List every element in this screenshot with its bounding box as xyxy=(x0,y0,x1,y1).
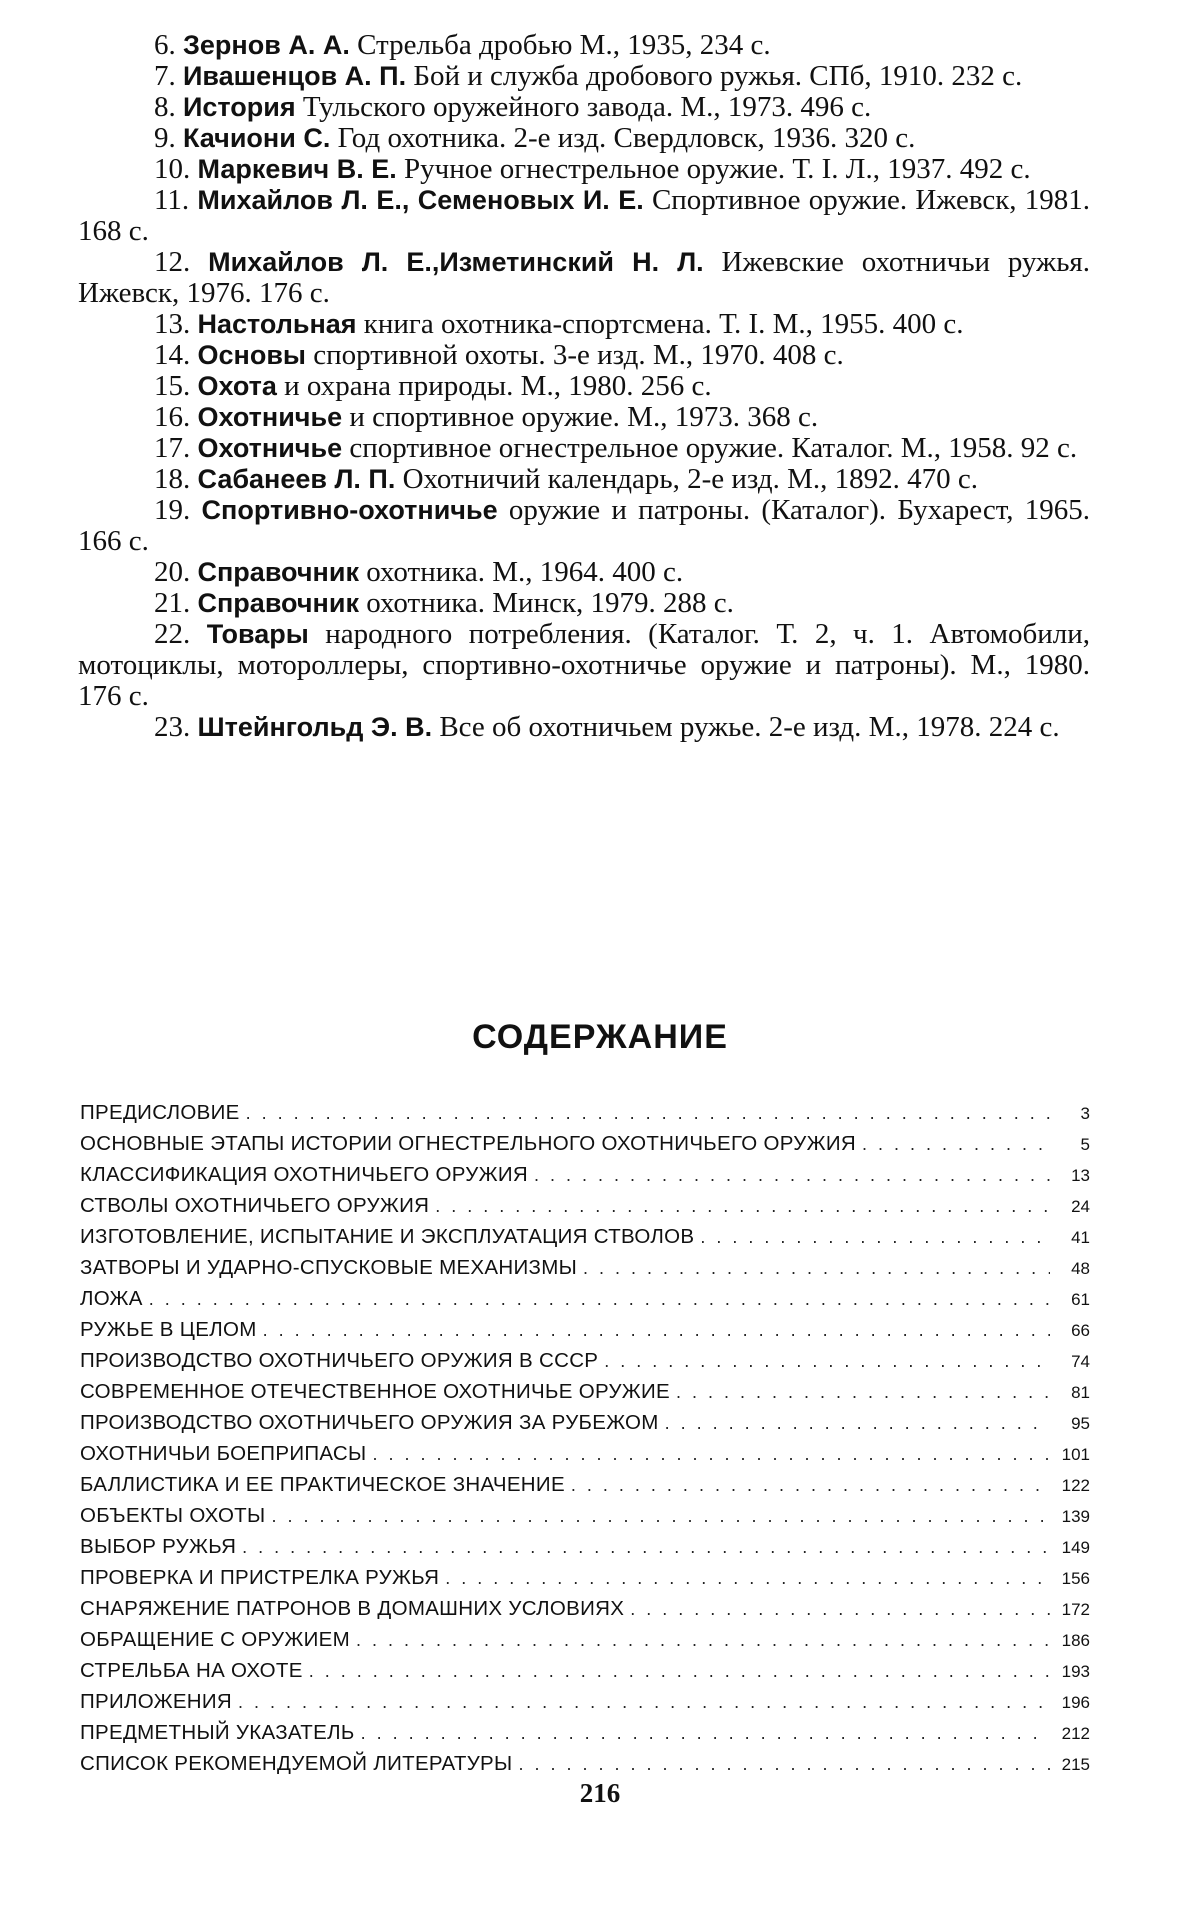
toc-row xyxy=(80,1128,1090,1159)
toc-leader-dots xyxy=(309,1656,1050,1687)
reference-entry xyxy=(78,402,1090,433)
toc-page-number: 156 xyxy=(1061,1569,1090,1588)
reference-author: Товары xyxy=(206,619,309,649)
toc-title: ПРОВЕРКА И ПРИСТРЕЛКА РУЖЬЯ xyxy=(80,1566,440,1589)
toc-row xyxy=(80,1345,1090,1376)
reference-entry xyxy=(78,557,1090,588)
reference-entry xyxy=(78,340,1090,371)
toc-row xyxy=(80,1624,1090,1655)
reference-number: 13. xyxy=(154,308,191,340)
toc-page-number: 5 xyxy=(1080,1135,1090,1154)
reference-entry xyxy=(78,92,1090,123)
toc-leader-dots xyxy=(665,1408,1050,1439)
reference-text: спортивной охоты. 3-е изд. М., 1970. 408 с. xyxy=(313,339,844,371)
toc-page-number: 48 xyxy=(1071,1259,1090,1278)
toc-row xyxy=(80,1159,1090,1190)
reference-author: Михайлов Л. Е., Семеновых И. Е. xyxy=(197,185,644,215)
reference-text: Год охотника. 2-е изд. Свердловск, 1936. 320 с. xyxy=(337,122,916,154)
toc-row xyxy=(80,1593,1090,1624)
toc-page-number: 24 xyxy=(1071,1197,1090,1216)
toc-row xyxy=(80,1562,1090,1593)
reference-text: спортивное огнестрельное оружие. Каталог. М., 1958. 92 с. xyxy=(349,432,1078,464)
toc-leader-dots xyxy=(372,1439,1050,1470)
reference-number: 11. xyxy=(154,184,190,216)
reference-entry xyxy=(78,588,1090,619)
reference-text: Ижевские охотничьи ружья. Ижевск, 1976. 176 с. xyxy=(78,246,1091,309)
toc-title: ОСНОВНЫЕ ЭТАПЫ ИСТОРИИ ОГНЕСТРЕЛЬНОГО ОХОТНИЧЬЕГО ОРУЖИЯ xyxy=(80,1132,856,1155)
toc-title: ПРИЛОЖЕНИЯ xyxy=(80,1690,233,1713)
reference-author: Ивашенцов А. П. xyxy=(183,61,407,91)
reference-author: Охотничье xyxy=(197,402,343,432)
toc-row xyxy=(80,1438,1090,1469)
page-number: 216 xyxy=(579,1778,621,1808)
toc-title: ПРОИЗВОДСТВО ОХОТНИЧЬЕГО ОРУЖИЯ ЗА РУБЕЖОМ xyxy=(80,1411,659,1434)
reference-author: Охота xyxy=(197,371,277,401)
toc-leader-dots xyxy=(676,1377,1050,1408)
contents-heading: СОДЕРЖАНИЕ xyxy=(472,1018,728,1056)
reference-author: Качиони С. xyxy=(183,123,331,153)
toc-page-number: 196 xyxy=(1061,1693,1090,1712)
reference-number: 23. xyxy=(154,711,191,743)
reference-entry xyxy=(78,464,1090,495)
toc-title: ОХОТНИЧЬИ БОЕПРИПАСЫ xyxy=(80,1442,367,1465)
toc-leader-dots xyxy=(271,1501,1050,1532)
reference-text: народного потребления. (Каталог. Т. 2, ч. 1. Автомобили, мотоциклы, мотороллеры, спортивно-охотничье оружие и патроны). М., 1980. 176 с. xyxy=(78,618,1091,712)
toc-title: СТВОЛЫ ОХОТНИЧЬЕГО ОРУЖИЯ xyxy=(80,1194,430,1217)
toc-leader-dots xyxy=(242,1532,1050,1563)
reference-text: охотника. М., 1964. 400 с. xyxy=(366,556,684,588)
toc-page-number: 81 xyxy=(1071,1383,1090,1402)
toc-page-number: 66 xyxy=(1071,1321,1090,1340)
toc-page-number: 101 xyxy=(1061,1445,1090,1464)
reference-entry xyxy=(78,30,1090,61)
toc-leader-dots xyxy=(518,1749,1050,1780)
reference-number: 6. xyxy=(154,29,176,61)
toc-leader-dots xyxy=(435,1191,1050,1222)
reference-number: 17. xyxy=(154,432,191,464)
reference-author: Основы xyxy=(197,340,306,370)
reference-number: 22. xyxy=(154,618,191,650)
toc-title: СНАРЯЖЕНИЕ ПАТРОНОВ В ДОМАШНИХ УСЛОВИЯХ xyxy=(80,1597,625,1620)
toc-leader-dots xyxy=(356,1625,1050,1656)
toc-title: СПИСОК РЕКОМЕНДУЕМОЙ ЛИТЕРАТУРЫ xyxy=(80,1752,513,1775)
toc-page-number: 13 xyxy=(1071,1166,1090,1185)
reference-author: Спортивно-охотничье xyxy=(201,495,498,525)
reference-entry xyxy=(78,712,1090,743)
toc-row xyxy=(80,1686,1090,1717)
reference-text: и охрана природы. М., 1980. 256 с. xyxy=(284,370,712,402)
toc-leader-dots xyxy=(246,1098,1050,1129)
toc-leader-dots xyxy=(149,1284,1050,1315)
toc-title: ОБЪЕКТЫ ОХОТЫ xyxy=(80,1504,266,1527)
toc-title: ОБРАЩЕНИЕ С ОРУЖИЕМ xyxy=(80,1628,350,1651)
reference-text: Бой и служба дробового ружья. СПб, 1910. 232 с. xyxy=(413,60,1023,92)
reference-author: Охотничье xyxy=(197,433,343,463)
toc-title: ПРЕДМЕТНЫЙ УКАЗАТЕЛЬ xyxy=(80,1721,355,1744)
reference-entry xyxy=(78,247,1090,309)
toc-row xyxy=(80,1283,1090,1314)
reference-number: 14. xyxy=(154,339,191,371)
toc-row xyxy=(80,1717,1090,1748)
toc-row xyxy=(80,1500,1090,1531)
reference-text: оружие и патроны. (Каталог). Бухарест, 1965. 166 с. xyxy=(78,494,1091,557)
toc-title: ПРЕДИСЛОВИЕ xyxy=(80,1101,240,1124)
reference-author: Штейнгольд Э. В. xyxy=(197,712,433,742)
toc-row xyxy=(80,1097,1090,1128)
toc-row xyxy=(80,1314,1090,1345)
toc-page-number: 215 xyxy=(1061,1755,1090,1774)
reference-entry xyxy=(78,433,1090,464)
toc-page-number: 186 xyxy=(1061,1631,1090,1650)
table-of-contents xyxy=(80,1097,1090,1779)
toc-row xyxy=(80,1469,1090,1500)
reference-text: Все об охотничьем ружье. 2-е изд. М., 1978. 224 с. xyxy=(439,711,1060,743)
reference-number: 18. xyxy=(154,463,191,495)
toc-leader-dots xyxy=(238,1687,1050,1718)
reference-author: Зернов А. А. xyxy=(183,30,350,60)
reference-entry xyxy=(78,123,1090,154)
toc-page-number: 3 xyxy=(1080,1104,1090,1123)
toc-page-number: 139 xyxy=(1061,1507,1090,1526)
reference-author: Михайлов Л. Е.,Изметинский Н. Л. xyxy=(208,247,704,277)
toc-title: ЛОЖА xyxy=(80,1287,143,1310)
reference-number: 21. xyxy=(154,587,191,619)
toc-page-number: 212 xyxy=(1061,1724,1090,1743)
toc-leader-dots xyxy=(630,1594,1050,1625)
toc-leader-dots xyxy=(862,1129,1050,1160)
toc-row xyxy=(80,1748,1090,1779)
reference-number: 19. xyxy=(154,494,191,526)
reference-number: 16. xyxy=(154,401,191,433)
toc-row xyxy=(80,1655,1090,1686)
reference-entry xyxy=(78,495,1090,557)
toc-page-number: 95 xyxy=(1071,1414,1090,1433)
toc-leader-dots xyxy=(361,1718,1050,1749)
reference-text: Ручное огнестрельное оружие. Т. I. Л., 1937. 492 с. xyxy=(404,153,1031,185)
toc-leader-dots xyxy=(534,1160,1050,1191)
toc-leader-dots xyxy=(263,1315,1050,1346)
toc-page-number: 41 xyxy=(1071,1228,1090,1247)
reference-text: и спортивное оружие. М., 1973. 368 с. xyxy=(349,401,819,433)
reference-entry xyxy=(78,309,1090,340)
toc-row xyxy=(80,1376,1090,1407)
toc-title: КЛАССИФИКАЦИЯ ОХОТНИЧЬЕГО ОРУЖИЯ xyxy=(80,1163,528,1186)
toc-row xyxy=(80,1252,1090,1283)
toc-title: СОВРЕМЕННОЕ ОТЕЧЕСТВЕННОЕ ОХОТНИЧЬЕ ОРУЖИЕ xyxy=(80,1380,671,1403)
toc-page-number: 193 xyxy=(1061,1662,1090,1681)
toc-title: ИЗГОТОВЛЕНИЕ, ИСПЫТАНИЕ И ЭКСПЛУАТАЦИЯ СТВОЛОВ xyxy=(80,1225,695,1248)
reference-entry xyxy=(78,61,1090,92)
toc-row xyxy=(80,1407,1090,1438)
toc-leader-dots xyxy=(445,1563,1050,1594)
reference-number: 10. xyxy=(154,153,191,185)
reference-entry xyxy=(78,185,1090,247)
reference-entry xyxy=(78,619,1090,712)
toc-row xyxy=(80,1190,1090,1221)
reference-author: Справочник xyxy=(197,588,359,618)
toc-leader-dots xyxy=(700,1222,1050,1253)
reference-text: Спортивное оружие. Ижевск, 1981. 168 с. xyxy=(78,184,1090,247)
reference-entry xyxy=(78,371,1090,402)
reference-number: 8. xyxy=(154,91,176,123)
toc-row xyxy=(80,1531,1090,1562)
toc-leader-dots xyxy=(571,1470,1050,1501)
toc-page-number: 61 xyxy=(1071,1290,1090,1309)
reference-author: История xyxy=(183,92,296,122)
toc-page-number: 172 xyxy=(1061,1600,1090,1619)
reference-number: 9. xyxy=(154,122,176,154)
toc-title: ЗАТВОРЫ И УДАРНО-СПУСКОВЫЕ МЕХАНИЗМЫ xyxy=(80,1256,578,1279)
reference-text: Тульского оружейного завода. М., 1973. 496 с. xyxy=(302,91,872,123)
reference-text: Стрельба дробью М., 1935, 234 с. xyxy=(357,29,771,61)
toc-title: СТРЕЛЬБА НА ОХОТЕ xyxy=(80,1659,303,1682)
reference-author: Настольная xyxy=(197,309,357,339)
reference-author: Справочник xyxy=(197,557,359,587)
toc-page-number: 74 xyxy=(1071,1352,1090,1371)
reference-text: книга охотника-спортсмена. Т. I. М., 1955. 400 с. xyxy=(363,308,964,340)
bibliography-list xyxy=(78,30,1090,743)
toc-title: РУЖЬЕ В ЦЕЛОМ xyxy=(80,1318,257,1341)
toc-page-number: 122 xyxy=(1061,1476,1090,1495)
reference-number: 20. xyxy=(154,556,191,588)
reference-author: Маркевич В. Е. xyxy=(197,154,397,184)
reference-entry xyxy=(78,154,1090,185)
toc-row xyxy=(80,1221,1090,1252)
reference-number: 15. xyxy=(154,370,191,402)
reference-text: охотника. Минск, 1979. 288 с. xyxy=(366,587,734,619)
toc-leader-dots xyxy=(604,1346,1050,1377)
toc-title: БАЛЛИСТИКА И ЕЕ ПРАКТИЧЕСКОЕ ЗНАЧЕНИЕ xyxy=(80,1473,565,1496)
toc-title: ПРОИЗВОДСТВО ОХОТНИЧЬЕГО ОРУЖИЯ В СССР xyxy=(80,1349,599,1372)
reference-number: 12. xyxy=(154,246,191,278)
reference-text: Охотничий календарь, 2-е изд. М., 1892. 470 с. xyxy=(402,463,979,495)
toc-title: ВЫБОР РУЖЬЯ xyxy=(80,1535,237,1558)
toc-page-number: 149 xyxy=(1061,1538,1090,1557)
reference-number: 7. xyxy=(154,60,176,92)
reference-author: Сабанеев Л. П. xyxy=(197,464,396,494)
toc-leader-dots xyxy=(583,1253,1050,1284)
